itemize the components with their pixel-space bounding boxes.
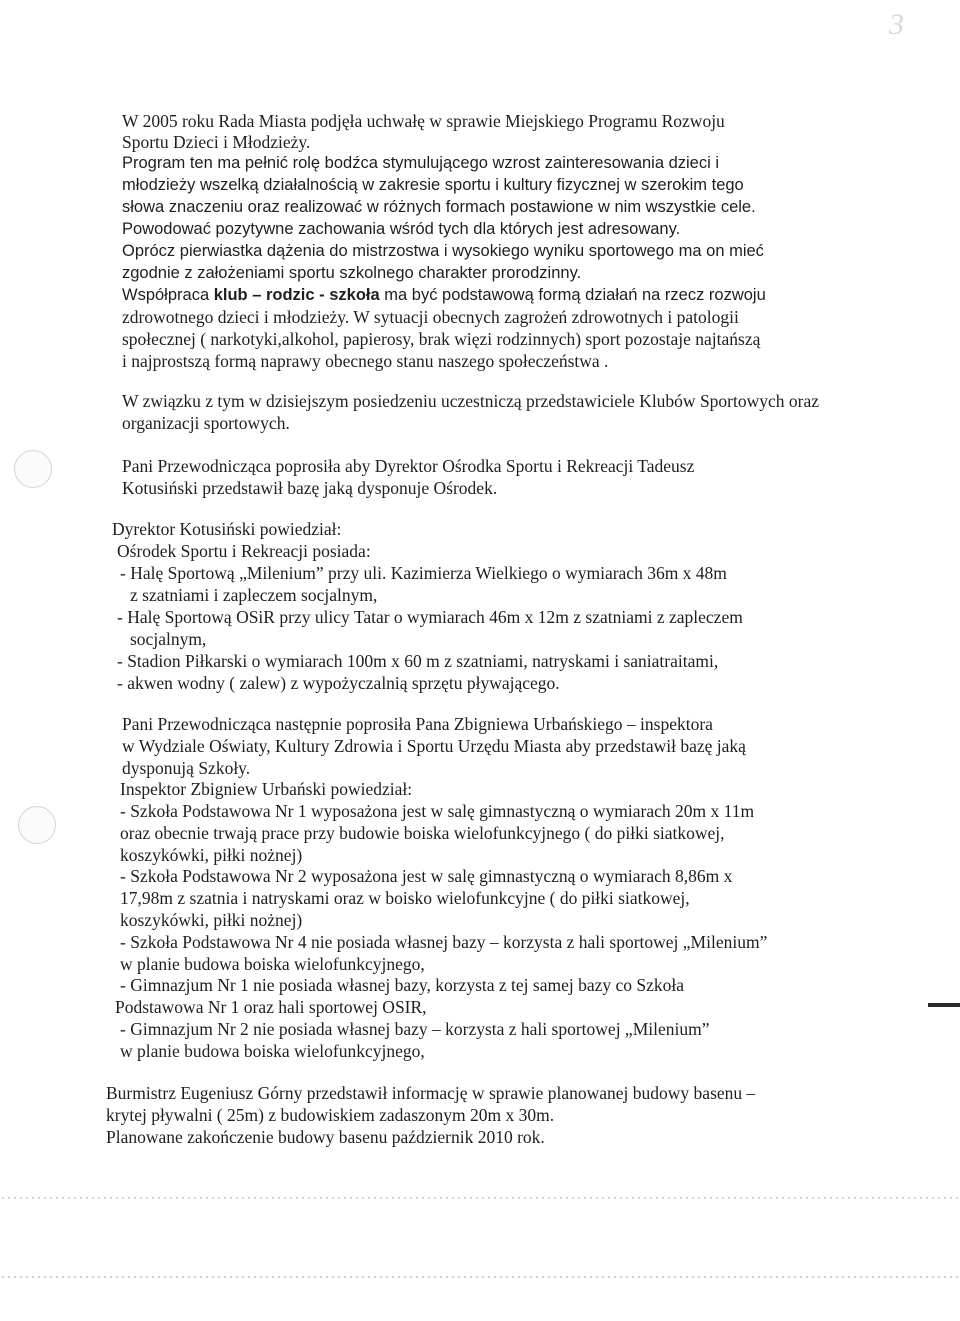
text-line: Powodować pozytywne zachowania wśród tych dla których jest adresowany.: [122, 220, 681, 238]
punch-hole-top: [14, 450, 52, 488]
text-line: w Wydziale Oświaty, Kultury Zdrowia i Sportu Urzędu Miasta aby przedstawił bazę jaką: [122, 736, 746, 756]
text-line: W 2005 roku Rada Miasta podjęła uchwałę w sprawie Miejskiego Programu Rozwoju: [122, 111, 725, 131]
text-line: krytej pływalni ( 25m) z budowiskiem zadaszonym 20m x 30m.: [106, 1105, 555, 1125]
text-line: zgodnie z założeniami sportu szkolnego charakter prorodzinny.: [122, 264, 582, 282]
text-line: - Szkoła Podstawowa Nr 2 wyposażona jest w salę gimnastyczną o wymiarach 8,86m x: [120, 866, 733, 886]
text-line: Współpraca klub – rodzic - szkoła ma być podstawową formą działań na rzecz rozwoju: [122, 286, 766, 304]
text-line: - Gimnazjum Nr 1 nie posiada własnej bazy, korzysta z tej samej bazy co Szkoła: [120, 975, 685, 995]
text-line: młodzieży wszelką działalnością w zakresie sportu i kultury fizycznej w szerokim tego: [122, 176, 744, 194]
text-line: i najprostszą formą naprawy obecnego stanu naszego społeczeństwa .: [122, 351, 609, 371]
text-line: Inspektor Zbigniew Urbański powiedział:: [120, 779, 413, 799]
text-line: Ośrodek Sportu i Rekreacji posiada:: [117, 541, 371, 561]
text-line: 17,98m z szatnia i natryskami oraz w boisko wielofunkcyjne ( do piłki siatkowej,: [120, 888, 690, 908]
text-line: socjalnym,: [130, 629, 207, 649]
text-line: W związku z tym w dzisiejszym posiedzeniu uczestniczą przedstawiciele Klubów Sportowych oraz: [122, 391, 820, 411]
text-line: zdrowotnego dzieci i młodzieży. W sytuacji obecnych zagrożeń zdrowotnych i patologii: [122, 307, 739, 327]
text-line: w planie budowa boiska wielofunkcyjnego,: [120, 1041, 425, 1061]
text-line: - Szkoła Podstawowa Nr 4 nie posiada własnej bazy – korzysta z hali sportowej „Milenium”: [120, 932, 768, 952]
punch-hole-bottom: [18, 806, 56, 844]
text-line: Program ten ma pełnić rolę bodźca stymulującego wzrost zainteresowania dzieci i: [122, 154, 720, 172]
text-line: Burmistrz Eugeniusz Górny przedstawił informację w sprawie planowanej budowy basenu –: [106, 1083, 756, 1103]
text-line: Pani Przewodnicząca poprosiła aby Dyrektor Ośrodka Sportu i Rekreacji Tadeusz: [122, 456, 695, 476]
scan-edge-mark: [928, 1003, 960, 1007]
text-line: - Halę Sportową „Milenium” przy uli. Kazimierza Wielkiego o wymiarach 36m x 48m: [120, 563, 727, 583]
page-number: 3: [889, 8, 904, 41]
text-line: - Stadion Piłkarski o wymiarach 100m x 60 m z szatniami, natryskami i saniatraitami,: [117, 651, 719, 671]
text-line: Sportu Dzieci i Młodzieży.: [122, 132, 311, 152]
text-line: - Gimnazjum Nr 2 nie posiada własnej bazy – korzysta z hali sportowej „Milenium”: [120, 1019, 710, 1039]
text-line: Podstawowa Nr 1 oraz hali sportowej OSIR,: [115, 997, 427, 1017]
scan-dotted-line: [0, 1276, 960, 1278]
text-line: Oprócz pierwiastka dążenia do mistrzostwa i wysokiego wyniku sportowego ma on mieć: [122, 242, 764, 260]
text-line: w planie budowa boiska wielofunkcyjnego,: [120, 954, 425, 974]
text-line: z szatniami i zapleczem socjalnym,: [130, 585, 378, 605]
text-line: Dyrektor Kotusiński powiedział:: [112, 519, 342, 539]
text-line: Kotusiński przedstawił bazę jaką dysponuje Ośrodek.: [122, 478, 498, 498]
text-line: organizacji sportowych.: [122, 413, 290, 433]
text-line: Pani Przewodnicząca następnie poprosiła Pana Zbigniewa Urbańskiego – inspektora: [122, 714, 713, 734]
text-line: społecznej ( narkotyki,alkohol, papierosy, brak więzi rodzinnych) sport pozostaje najtańszą: [122, 329, 761, 349]
text-line: dysponują Szkoły.: [122, 758, 251, 778]
text-line: koszykówki, piłki nożnej): [120, 910, 303, 930]
text-line: koszykówki, piłki nożnej): [120, 845, 303, 865]
scan-dotted-line: [0, 1197, 960, 1199]
text-line: oraz obecnie trwają prace przy budowie boiska wielofunkcyjnego ( do piłki siatkowej,: [120, 823, 725, 843]
text-line: - Halę Sportową OSiR przy ulicy Tatar o wymiarach 46m x 12m z szatniami z zapleczem: [117, 607, 743, 627]
text-line: słowa znaczeniu oraz realizować w różnych formach postawione w nim wszystkie cele.: [122, 198, 756, 216]
text-line: - Szkoła Podstawowa Nr 1 wyposażona jest w salę gimnastyczną o wymiarach 20m x 11m: [120, 801, 755, 821]
text-line: - akwen wodny ( zalew) z wypożyczalnią sprzętu pływającego.: [117, 673, 560, 693]
text-line: Planowane zakończenie budowy basenu październik 2010 rok.: [106, 1127, 545, 1147]
